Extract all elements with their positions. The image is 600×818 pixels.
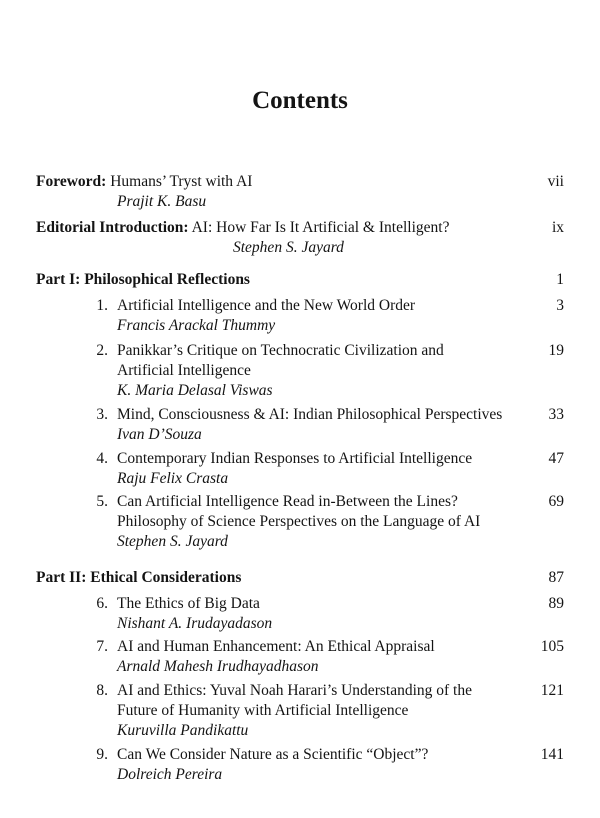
entry-label: Foreword: [36,173,107,190]
chapter-author: Ivan D’Souza [117,426,202,443]
page-title: Contents [252,87,348,114]
chapter-page-number: 19 [548,342,564,359]
chapter-title-line-1: Can Artificial Intelligence Read in-Between the Lines? [117,493,458,510]
chapter-author: K. Maria Delasal Viswas [117,382,273,399]
chapter-title: Artificial Intelligence and the New World Order [117,297,416,314]
chapter-number: 1. [96,297,108,314]
entry-title: AI: How Far Is It Artificial & Intelligent? [191,219,450,236]
chapter-page-number: 141 [540,746,564,763]
chapter-page-number: 47 [548,450,564,467]
chapter-page-number: 105 [540,638,564,655]
entry-author: Stephen S. Jayard [233,239,344,256]
entry-page-number: vii [547,173,564,190]
entry-label: Editorial Introduction: [36,219,189,236]
chapter-number: 4. [96,450,108,467]
chapter-title-line-2: Philosophy of Science Perspectives on the Language of AI [117,513,481,530]
chapter-author: Kuruvilla Pandikattu [117,722,249,739]
chapter-title-line-2: Future of Humanity with Artificial Intelligence [117,702,409,719]
chapter-page-number: 89 [548,595,564,612]
chapter-title-line-1: Panikkar’s Critique on Technocratic Civilization and [117,342,444,359]
chapter-number: 7. [96,638,108,655]
chapter-author: Raju Felix Crasta [117,470,229,487]
chapter-page-number: 69 [548,493,564,510]
part-title: Part I: Philosophical Reflections [36,271,250,288]
entry-author: Prajit K. Basu [117,193,207,210]
chapter-page-number: 121 [540,682,564,699]
chapter-number: 5. [96,493,108,510]
chapter-author: Nishant A. Irudayadason [117,615,273,632]
entry-title: Humans’ Tryst with AI [110,173,253,190]
chapter-number: 3. [96,406,108,423]
part-title: Part II: Ethical Considerations [36,569,242,586]
chapter-author: Stephen S. Jayard [117,533,228,550]
chapter-title-line-2: Artificial Intelligence [117,362,251,379]
chapter-number: 9. [96,746,108,763]
chapter-title: Mind, Consciousness & AI: Indian Philosophical Perspectives [117,406,503,423]
chapter-title: AI and Human Enhancement: An Ethical Appraisal [117,638,435,655]
chapter-author: Dolreich Pereira [117,766,223,783]
chapter-author: Arnald Mahesh Irudhayadhason [117,658,319,675]
chapter-page-number: 33 [548,406,564,423]
chapter-title-line-1: AI and Ethics: Yuval Noah Harari’s Understanding of the [117,682,472,699]
entry-heading [36,218,449,238]
chapter-title: Can We Consider Nature as a Scientific “Object”? [117,746,429,763]
entry-heading [36,172,252,192]
part-page-number: 87 [548,569,564,586]
entry-page-number: ix [551,219,564,236]
chapter-number: 2. [96,342,108,359]
chapter-title: Contemporary Indian Responses to Artificial Intelligence [117,450,473,467]
chapter-title: The Ethics of Big Data [117,595,260,612]
chapter-author: Francis Arackal Thummy [117,317,276,334]
chapter-page-number: 3 [556,297,564,314]
part-page-number: 1 [556,271,564,288]
chapter-number: 6. [96,595,108,612]
chapter-number: 8. [96,682,108,699]
